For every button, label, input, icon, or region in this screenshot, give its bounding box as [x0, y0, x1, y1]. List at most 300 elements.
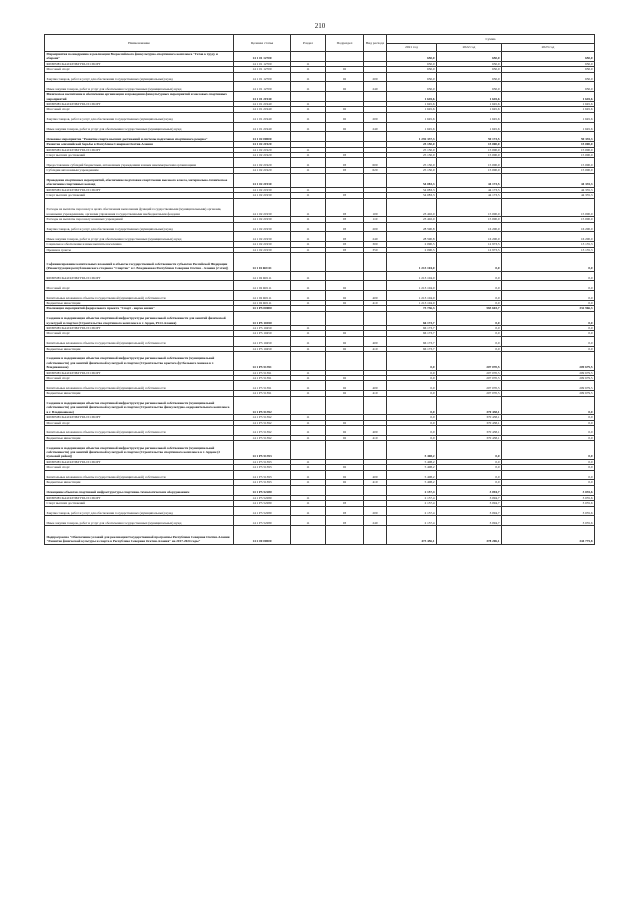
table-row	[45, 381, 595, 391]
row-value-2021: 5 408,2	[387, 480, 437, 485]
row-name: Иные закупки товаров, работ и услуг для обеспечения государственных (муниципальных) нужд	[45, 122, 234, 132]
row-vid: 620	[364, 168, 387, 173]
header-name: Наименование	[45, 35, 234, 52]
row-value-2022: 3 094,7	[437, 485, 502, 495]
row-value-2021: 25 150,0	[387, 153, 437, 158]
row-value-2021: 25 150,0	[387, 168, 437, 173]
row-section	[291, 311, 326, 325]
row-code: 14 1 P5 51393	[234, 441, 291, 460]
row-code: 14 1 02 R0111	[234, 253, 291, 272]
row-value-2022: 1 645,6	[437, 107, 502, 112]
row-name: Иные закупки товаров, работ и услуг для обеспечения государственных (муниципальных) нужд	[45, 516, 234, 526]
row-value-2023: 209 679,5	[502, 376, 595, 381]
row-section: 11	[291, 102, 326, 107]
row-section: 11	[291, 217, 326, 222]
row-value-2023: 209 679,5	[502, 381, 595, 391]
row-value-2021: 25 150,0	[387, 147, 437, 152]
row-value-2023: 209 679,5	[502, 352, 595, 371]
row-name: Бюджетные инвестиции	[45, 435, 234, 440]
row-value-2021: 5 408,2	[387, 441, 437, 460]
row-value-2023: 650,0	[502, 82, 595, 92]
row-value-2021: 1 292 337,3	[387, 132, 437, 142]
row-value-2023: 0,0	[502, 459, 595, 464]
row-code: 14 1 02 21930	[234, 173, 291, 187]
header-subsection: Подраздел	[326, 35, 364, 52]
row-value-2023: 15 000,0	[502, 217, 595, 222]
row-name: ФИЗИЧЕСКАЯ КУЛЬТУРА И СПОРТ	[45, 147, 234, 152]
row-name: Проведение спортивных мероприятий, обеспечение подготовки спортсменов высокого класса, материально-техническое обеспечение спортивных команд	[45, 173, 234, 187]
row-name: Создание и модернизация объектов спортивной инфраструктуры региональной собственности (муниципальной собственности) для занятий физической культурой и спортом (Строительство крытого футбольного манежа в г. Владикавказе)	[45, 352, 234, 371]
row-name: Бюджетные инвестиции	[45, 391, 234, 396]
row-subsection: 02	[326, 82, 364, 92]
row-code: 14 1 P5 51392	[234, 426, 291, 436]
row-value-2022: 207 070,5	[437, 391, 502, 396]
row-value-2022: 44 173,5	[437, 193, 502, 198]
row-section: 11	[291, 168, 326, 173]
page-number: 210	[314, 22, 326, 30]
row-vid: 200	[364, 222, 387, 232]
table-row	[45, 132, 595, 142]
row-code: 14 1 02 21920	[234, 158, 291, 168]
row-vid: 400	[364, 426, 387, 436]
row-subsection: 02	[326, 331, 364, 336]
row-value-2023: 3 035,6	[502, 506, 595, 516]
row-value-2021: 66 173,7	[387, 336, 437, 346]
row-section: 11	[291, 336, 326, 346]
row-section: 11	[291, 193, 326, 198]
row-name: Закупка товаров, работ и услуг для обеспечения государственных (муниципальных) нужд	[45, 506, 234, 516]
row-section: 11	[291, 470, 326, 480]
row-subsection: 02	[326, 107, 364, 112]
row-vid: 400	[364, 381, 387, 391]
row-value-2023: 0,0	[502, 465, 595, 470]
row-code: 14 1 P5 51393	[234, 470, 291, 480]
row-code: 14 1 02 R0111	[234, 291, 291, 301]
row-value-2022: 15 000,0	[437, 168, 502, 173]
row-subsection: 03	[326, 193, 364, 198]
table-header	[45, 35, 595, 52]
row-name: Создание и модернизация объектов спортивной инфраструктуры региональной собственности для занятий физической культурой и спортом (Строительство спортивного комплекса в г. Ардон, РСО-Алания)	[45, 311, 234, 325]
row-value-2023: 1 645,6	[502, 122, 595, 132]
row-code: 14 1 01 12700	[234, 52, 291, 62]
row-value-2022: 3 094,7	[437, 506, 502, 516]
row-value-2022: 0,0	[437, 441, 502, 460]
row-value-2023: 0,0	[502, 426, 595, 436]
row-value-2022: 1 645,6	[437, 112, 502, 122]
row-code: 14 1 P5 51392	[234, 396, 291, 415]
row-vid: 410	[364, 391, 387, 396]
row-section: 11	[291, 232, 326, 242]
row-vid	[364, 396, 387, 415]
table-row	[45, 352, 595, 371]
row-name: ФИЗИЧЕСКАЯ КУЛЬТУРА И СПОРТ	[45, 187, 234, 192]
row-value-2021: 1 213 104,0	[387, 271, 437, 281]
row-code: 14 1 02 R0111	[234, 301, 291, 306]
row-code: 14 1 P5 52280	[234, 495, 291, 500]
row-value-2022: 59 173,5	[437, 132, 502, 142]
row-value-2023: 209 679,5	[502, 370, 595, 375]
table-row	[45, 112, 595, 122]
row-value-2023: 3 035,6	[502, 495, 595, 500]
row-value-2022: 0,0	[437, 470, 502, 480]
header-code: Целевая статья	[234, 35, 291, 52]
row-value-2023: 0,0	[502, 253, 595, 272]
row-name: ФИЗИЧЕСКАЯ КУЛЬТУРА И СПОРТ	[45, 495, 234, 500]
row-vid	[364, 441, 387, 460]
row-value-2021: 23 402,0	[387, 217, 437, 222]
row-subsection: 02	[326, 67, 364, 72]
row-code: 14 1 01 21940	[234, 102, 291, 107]
row-code: 14 2 00 00000	[234, 526, 291, 545]
row-name: Подпрограмма "Обеспечение условий для реализации Государственной программы Республики Северная Осетия-Алания "Развитие физической культуры и спорта в Республике Северная Осетия-Алания" на 2017-2024 годы"	[45, 526, 234, 545]
row-section	[291, 352, 326, 371]
row-vid: 240	[364, 82, 387, 92]
row-subsection	[326, 485, 364, 495]
row-value-2021: 0,0	[387, 381, 437, 391]
row-section: 11	[291, 242, 326, 247]
row-name: Спорт высших достижений	[45, 193, 234, 198]
row-vid: 410	[364, 346, 387, 351]
row-section: 11	[291, 271, 326, 281]
row-value-2023: 13 135,3	[502, 242, 595, 247]
row-vid: 410	[364, 301, 387, 306]
row-code: 14 1 P5 51393	[234, 459, 291, 464]
row-code: 14 1 P5 51391	[234, 352, 291, 371]
row-vid	[364, 173, 387, 187]
row-value-2022: 370 438,1	[437, 415, 502, 420]
table-body	[45, 52, 595, 545]
row-section: 11	[291, 291, 326, 301]
row-name: ФИЗИЧЕСКАЯ КУЛЬТУРА И СПОРТ	[45, 370, 234, 375]
row-code: 14 1 P5 51393	[234, 465, 291, 470]
row-code: 14 1 P5 51391	[234, 370, 291, 375]
row-code: 14 1 02 21930	[234, 222, 291, 232]
row-value-2021: 1 645,6	[387, 102, 437, 107]
row-value-2022: 0,0	[437, 301, 502, 306]
row-name: Массовый спорт	[45, 420, 234, 425]
row-section: 11	[291, 501, 326, 506]
row-value-2023: 0,0	[502, 301, 595, 306]
row-value-2022: 1 645,6	[437, 102, 502, 107]
table-row	[45, 232, 595, 242]
row-section: 11	[291, 187, 326, 192]
row-name: ФИЗИЧЕСКАЯ КУЛЬТУРА И СПОРТ	[45, 415, 234, 420]
row-value-2023: 0,0	[502, 435, 595, 440]
row-name: Премии и гранты	[45, 247, 234, 252]
row-code: 14 1 01 12700	[234, 67, 291, 72]
row-value-2021: 473 456,1	[387, 526, 437, 545]
row-subsection: 02	[326, 376, 364, 381]
row-name: Массовый спорт	[45, 331, 234, 336]
row-code: 14 1 02 21930	[234, 217, 291, 222]
row-name: Иные закупки товаров, работ и услуг для обеспечения государственных (муниципальных) нужд	[45, 232, 234, 242]
row-code: 14 1 01 12700	[234, 61, 291, 66]
row-value-2023: 0,0	[502, 326, 595, 331]
row-value-2021: 1 645,6	[387, 112, 437, 122]
row-value-2022: 15 000,0	[437, 217, 502, 222]
row-code: 14 1 P5 10450	[234, 336, 291, 346]
row-name: Создание и модернизация объектов спортивной инфраструктуры региональной собственности (муниципальной собственности) для занятий физической культурой и спортом (Строительство спортивного комплекса в г. Ардоне (2 пусковой район))	[45, 441, 234, 460]
row-subsection: 02	[326, 480, 364, 485]
row-section	[291, 441, 326, 460]
row-section	[291, 173, 326, 187]
row-value-2023: 1 645,6	[502, 112, 595, 122]
row-value-2021: 1 645,6	[387, 107, 437, 112]
row-value-2022: 15 000,0	[437, 147, 502, 152]
row-name: Спорт высших достижений	[45, 153, 234, 158]
row-value-2021: 1 645,6	[387, 122, 437, 132]
header-year-2023: 2023 год	[502, 44, 595, 52]
table-row	[45, 336, 595, 346]
row-value-2023: 0,0	[502, 396, 595, 415]
row-value-2022: 0,0	[437, 311, 502, 325]
row-section: 11	[291, 516, 326, 526]
row-value-2021: 28 590,8	[387, 232, 437, 242]
row-name: Мероприятия по внедрению и реализации Всероссийского физкультурно-спортивного комплекса "Готов к труду и обороне"	[45, 52, 234, 62]
row-value-2023: 0,0	[502, 271, 595, 281]
row-subsection	[326, 526, 364, 545]
row-value-2023: 15 000,0	[502, 158, 595, 168]
row-section: 11	[291, 465, 326, 470]
row-value-2022: 12 973,5	[437, 242, 502, 247]
row-name: Закупка товаров, работ и услуг для обеспечения государственных (муниципальных) нужд	[45, 112, 234, 122]
row-code: 14 1 02 R0111	[234, 281, 291, 291]
row-section	[291, 526, 326, 545]
row-value-2023: 0,0	[502, 346, 595, 351]
row-value-2021: 650,0	[387, 67, 437, 72]
row-name: Субсидии автономным учреждениям	[45, 168, 234, 173]
row-name: ФИЗИЧЕСКАЯ КУЛЬТУРА И СПОРТ	[45, 459, 234, 464]
row-subsection: 03	[326, 198, 364, 217]
row-vid: 200	[364, 506, 387, 516]
row-value-2023: 0,0	[502, 420, 595, 425]
row-subsection: 03	[326, 153, 364, 158]
row-code: 14 1 P5 51392	[234, 420, 291, 425]
row-value-2022: 0,0	[437, 326, 502, 331]
row-value-2023: 650,0	[502, 67, 595, 72]
row-value-2022: 650,0	[437, 61, 502, 66]
row-code: 14 1 P5 51392	[234, 415, 291, 420]
row-value-2022: 16 200,0	[437, 222, 502, 232]
row-value-2021: 2 090,5	[387, 242, 437, 247]
row-value-2021: 66 173,7	[387, 346, 437, 351]
row-value-2022: 207 070,5	[437, 381, 502, 391]
row-vid: 300	[364, 242, 387, 247]
row-value-2023: 15 000,0	[502, 168, 595, 173]
row-subsection: 02	[326, 72, 364, 82]
row-value-2021: 650,0	[387, 72, 437, 82]
row-value-2022: 207 070,5	[437, 376, 502, 381]
row-value-2023: 15 000,0	[502, 147, 595, 152]
table-row	[45, 82, 595, 92]
row-value-2022: 44 173,5	[437, 173, 502, 187]
row-code: 14 1 P5 10450	[234, 311, 291, 325]
row-code: 14 1 01 21940	[234, 122, 291, 132]
row-code: 14 1 P5 51391	[234, 376, 291, 381]
row-subsection	[326, 52, 364, 62]
row-name: Иные закупки товаров, работ и услуг для обеспечения государственных (муниципальных) нужд	[45, 82, 234, 92]
table-row	[45, 122, 595, 132]
row-subsection	[326, 352, 364, 371]
budget-table	[44, 34, 595, 545]
row-subsection	[326, 311, 364, 325]
row-value-2021: 54 083,3	[387, 193, 437, 198]
row-code: 14 1 02 21920	[234, 147, 291, 152]
row-subsection: 02	[326, 281, 364, 291]
row-code: 14 1 01 12700	[234, 72, 291, 82]
row-code: 14 1 02 21930	[234, 193, 291, 198]
row-name: Бюджетные инвестиции	[45, 346, 234, 351]
row-code: 14 1 02 21920	[234, 153, 291, 158]
row-value-2022: 0,0	[437, 336, 502, 346]
row-value-2023: 0,0	[502, 336, 595, 346]
row-value-2023: 209 679,5	[502, 391, 595, 396]
table-row	[45, 291, 595, 301]
row-subsection	[326, 441, 364, 460]
row-name: Массовый спорт	[45, 107, 234, 112]
row-subsection: 02	[326, 465, 364, 470]
row-code: 14 1 02 00000	[234, 132, 291, 142]
row-vid	[364, 485, 387, 495]
row-value-2022: 15 000,0	[437, 198, 502, 217]
row-value-2022: 0,0	[437, 459, 502, 464]
row-value-2022: 207 070,5	[437, 352, 502, 371]
row-subsection: 03	[326, 516, 364, 526]
row-section: 11	[291, 147, 326, 152]
table-row	[45, 506, 595, 516]
row-subsection: 02	[326, 122, 364, 132]
row-subsection: 03	[326, 247, 364, 252]
table-row	[45, 311, 595, 325]
row-value-2022: 650,0	[437, 72, 502, 82]
row-value-2023: 0,0	[502, 480, 595, 485]
row-vid: 410	[364, 435, 387, 440]
row-value-2022: 370 438,1	[437, 396, 502, 415]
row-section	[291, 396, 326, 415]
row-value-2021: 66 173,7	[387, 311, 437, 325]
row-vid	[364, 281, 387, 291]
row-value-2023: 0,0	[502, 291, 595, 301]
row-name: Капитальные вложения в объекты государственной (муниципальной) собственности	[45, 381, 234, 391]
table-row	[45, 470, 595, 480]
row-subsection: 02	[326, 470, 364, 480]
table-row	[45, 441, 595, 460]
row-value-2023: 15 000,0	[502, 142, 595, 147]
row-value-2023: 3 035,6	[502, 516, 595, 526]
row-value-2021: 0,0	[387, 396, 437, 415]
row-section: 11	[291, 301, 326, 306]
row-subsection: 03	[326, 158, 364, 168]
row-value-2022: 15 000,0	[437, 142, 502, 147]
row-subsection: 02	[326, 346, 364, 351]
row-code: 14 1 01 12700	[234, 82, 291, 92]
row-value-2021: 73 736,3	[387, 306, 437, 311]
row-section: 11	[291, 281, 326, 291]
row-code: 14 1 P5 10450	[234, 346, 291, 351]
row-code: 14 1 02 21920	[234, 142, 291, 147]
row-value-2022: 0,0	[437, 281, 502, 291]
row-value-2023: 3 035,6	[502, 485, 595, 495]
row-section: 11	[291, 67, 326, 72]
row-value-2023: 0,0	[502, 441, 595, 460]
row-value-2021: 650,0	[387, 61, 437, 66]
row-subsection: 02	[326, 291, 364, 301]
row-value-2021: 2 157,4	[387, 485, 437, 495]
row-subsection	[326, 271, 364, 281]
row-code: 14 1 02 21930	[234, 247, 291, 252]
row-section: 11	[291, 426, 326, 436]
row-section: 11	[291, 370, 326, 375]
row-value-2023: 650,0	[502, 52, 595, 62]
row-value-2021: 0,0	[387, 420, 437, 425]
row-value-2023: 16 200,0	[502, 222, 595, 232]
row-vid	[364, 132, 387, 142]
row-name: Бюджетные инвестиции	[45, 301, 234, 306]
row-section: 11	[291, 247, 326, 252]
row-value-2021: 54 083,3	[387, 173, 437, 187]
row-name: Капитальные вложения в объекты государственной (муниципальной) собственности	[45, 336, 234, 346]
row-subsection: 02	[326, 112, 364, 122]
row-value-2023: 0,0	[502, 415, 595, 420]
row-value-2022: 583 603,7	[437, 306, 502, 311]
row-section: 11	[291, 331, 326, 336]
row-code: 14 1 P5 10450	[234, 326, 291, 331]
row-code: 14 1 01 21940	[234, 107, 291, 112]
row-value-2021: 650,0	[387, 82, 437, 92]
row-section: 11	[291, 107, 326, 112]
row-value-2021: 5 408,2	[387, 465, 437, 470]
row-value-2022: 207 070,5	[437, 370, 502, 375]
table-row	[45, 516, 595, 526]
row-value-2021: 23 402,0	[387, 198, 437, 217]
row-value-2023: 1 645,6	[502, 92, 595, 102]
row-code: 14 1 P5 00000	[234, 306, 291, 311]
row-subsection: 02	[326, 336, 364, 346]
row-name: Закупка товаров, работ и услуг для обеспечения государственных (муниципальных) нужд	[45, 222, 234, 232]
row-subsection: 03	[326, 501, 364, 506]
row-section: 11	[291, 198, 326, 217]
row-value-2023: 0,0	[502, 331, 595, 336]
row-value-2022: 370 438,1	[437, 435, 502, 440]
row-subsection: 02	[326, 435, 364, 440]
table-row	[45, 526, 595, 545]
row-section	[291, 92, 326, 102]
row-vid: 350	[364, 247, 387, 252]
row-vid: 400	[364, 336, 387, 346]
row-value-2023: 16 200,0	[502, 232, 595, 242]
row-value-2021: 1 213 104,0	[387, 301, 437, 306]
row-value-2021: 25 150,0	[387, 142, 437, 147]
row-value-2023: 3 035,6	[502, 501, 595, 506]
row-vid	[364, 253, 387, 272]
row-subsection: 03	[326, 506, 364, 516]
row-name: Предоставление субсидий бюджетным, автономным учреждениям и иным некоммерческим организациям	[45, 158, 234, 168]
row-vid	[364, 352, 387, 371]
row-value-2021: 25 150,0	[387, 158, 437, 168]
row-value-2021: 2 157,4	[387, 516, 437, 526]
row-code: 14 1 02 21930	[234, 232, 291, 242]
row-value-2023: 650,0	[502, 72, 595, 82]
header-vid: Вид расхода	[364, 35, 387, 52]
table-row	[45, 426, 595, 436]
row-value-2022: 0,0	[437, 346, 502, 351]
row-name: Бюджетные инвестиции	[45, 480, 234, 485]
row-code: 14 1 P5 52280	[234, 516, 291, 526]
row-value-2023: 44 335,3	[502, 193, 595, 198]
row-value-2023: 1 645,6	[502, 107, 595, 112]
row-vid: 200	[364, 112, 387, 122]
row-vid: 110	[364, 217, 387, 222]
